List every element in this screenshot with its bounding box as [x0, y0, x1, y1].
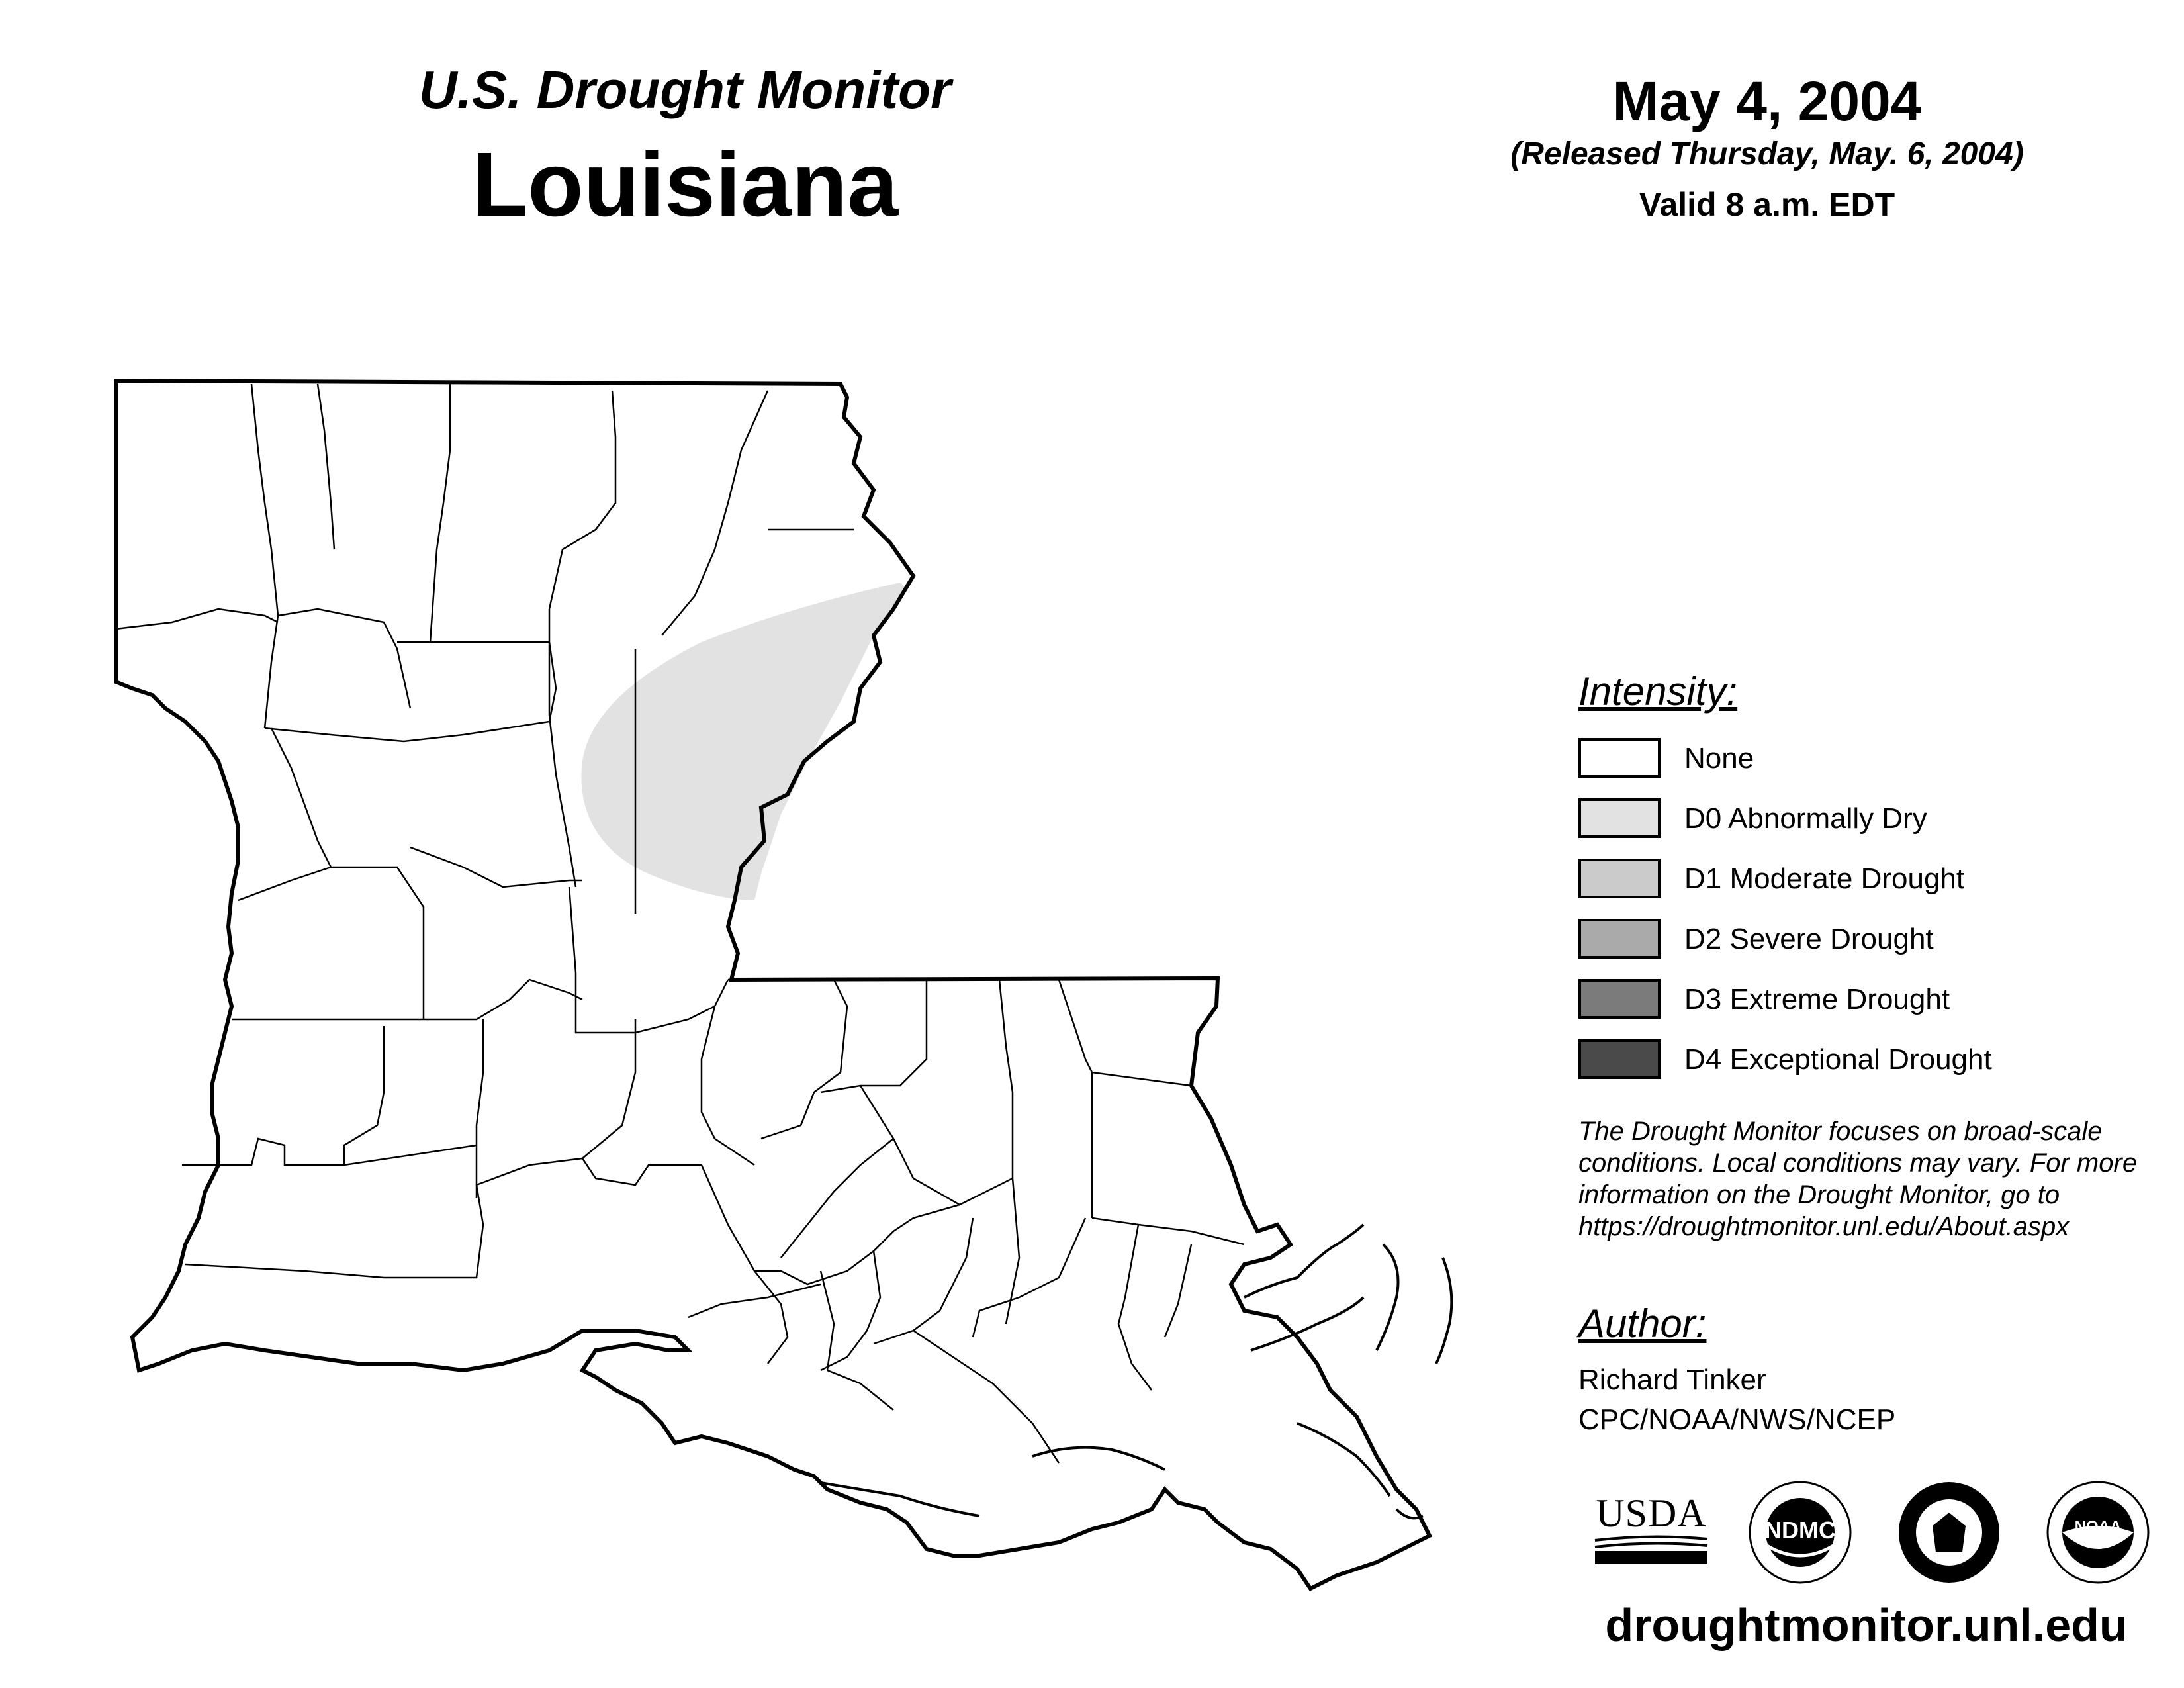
author-name: Richard Tinker [1578, 1364, 1766, 1396]
website-link[interactable]: droughtmonitor.unl.edu [1605, 1599, 2128, 1651]
legend-swatch [1578, 738, 1661, 778]
d0-drought-area [581, 583, 907, 900]
ndmc-logo: NDMC [1747, 1479, 1853, 1585]
usda-logo: USDA [1592, 1493, 1711, 1566]
legend-swatch [1578, 919, 1661, 959]
department-of-commerce-seal [1896, 1479, 2002, 1585]
release-date: (Released Thursday, May. 6, 2004) [1510, 136, 2024, 171]
legend-swatch [1578, 979, 1661, 1019]
parish-boundaries [116, 384, 1244, 1463]
coastal-marsh [821, 1225, 1451, 1518]
legend-title: Intensity: [1578, 669, 1738, 714]
author-organization: CPC/NOAA/NWS/NCEP [1578, 1403, 1896, 1436]
legend-label: D3 Extreme Drought [1684, 983, 1950, 1015]
disclaimer-text: The Drought Monitor focuses on broad-scale conditions. Local conditions may vary. For more information on the Drought Monitor, go to https://droughtmonitor.unl.edu/About.aspx [1578, 1117, 2138, 1241]
valid-time: Valid 8 a.m. EDT [1639, 186, 1895, 223]
map-program-title: U.S. Drought Monitor [418, 60, 952, 119]
state-outline [116, 381, 1430, 1589]
legend-swatch [1578, 798, 1661, 838]
noaa-logo: NOAA [2045, 1479, 2151, 1585]
legend-label: D2 Severe Drought [1684, 923, 1934, 955]
legend-swatch [1578, 859, 1661, 898]
legend-swatch [1578, 1039, 1661, 1079]
legend-label: D0 Abnormally Dry [1684, 802, 1927, 835]
legend-label: None [1684, 742, 1754, 774]
author-title: Author: [1578, 1301, 1707, 1346]
map-date: May 4, 2004 [1612, 70, 1922, 132]
state-title: Louisiana [471, 134, 899, 236]
legend-label: D1 Moderate Drought [1684, 863, 1965, 895]
legend-label: D4 Exceptional Drought [1684, 1043, 1992, 1076]
